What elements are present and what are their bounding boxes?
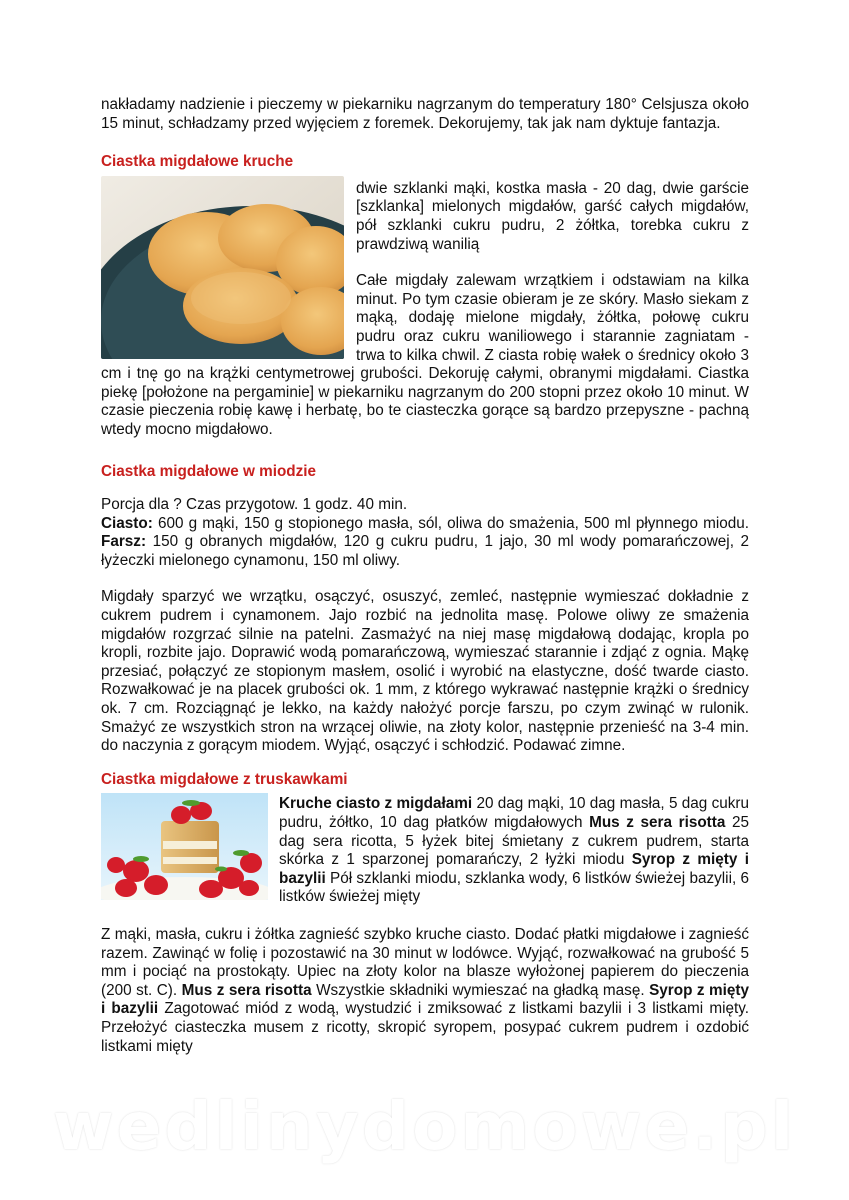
document-page	[101, 96, 749, 1056]
recipe-title: Ciastka migdałowe kruche	[101, 153, 294, 171]
intro-paragraph: nakładamy nadzienie i pieczemy w piekarniku nagrzanym do temperatury 180° Celsjusza około 15 minut, schładzamy przed wyjęciem z foremek. Dekorujemy, tak jak nam dyktuje fantazja.	[101, 96, 749, 132]
recipe-method: Migdały sparzyć we wrzątku, osączyć, osuszyć, zemleć, następnie wymieszać dokładnie z cukrem pudrem i cynamonem. Jajo rozbić na jednolita masę. Polowe oliwy ze smażenia migdałów rozgrzać silnie na patelni. Zasmażyć na niej masę migdałową dodając, kropla po kropli, rozbite jajo. Doprawić wodą pomarańczową, wymieszać starannie i zdjąć z ognia. Mąkę przesiać, połączyć ze stopionym masłem, osolić i wyrobić na elastyczne, dość twarde ciasto. Rozwałkować je na placek grubości ok. 1 mm, z którego wykrawać następnie krążki o średnicy ok. 7 cm. Rozciągnąć je lekko, na każdy nałożyć porcje farszu, po czym zwinąć w rulonik. Smażyć ze wszystkich stron na wrzącej oliwie, na złoty kolor, następnie przenieść na 3-4 min. do naczynia z gorącym miodem. Wyjąć, osączyć i schłodzić. Podawać zimne.	[101, 588, 749, 755]
recipe-method: Z mąki, masła, cukru i żółtka zagnieść szybko kruche ciasto. Dodać płatki migdałowe i zagnieść razem. Zawinąć w folię i pozostawić na 30 minut w lodówce. Wyjąć, rozwałkować na grubość 5 mm i pociąć na prostokąty. Upiec na złoty kolor na blasze wyłożonej papierem do pieczenia (200 st. C). Mus z sera risotta Wszystkie składniki wymieszać na gładką masę. Syrop z mięty i bazylii Zagotować miód z wodą, wystudzić i zmiksować z listkami bazylii i 3 listkami mięty. Przełożyć ciasteczka musem z ricotty, skropić syropem, posypać cukrem pudrem i ozdobić listkami mięty	[101, 925, 750, 1055]
site-watermark: wedlinydomowe.pl	[52, 1088, 797, 1165]
almond-cookies-photo	[101, 176, 344, 359]
strawberry-dessert-photo	[101, 793, 268, 900]
recipe-title: Ciastka migdałowe w miodzie	[101, 462, 317, 480]
recipe-ingredients: Ciasto: 600 g mąki, 150 g stopionego masła, sól, oliwa do smażenia, 500 ml płynnego miodu. Farsz: 150 g obranych migdałów, 120 g cukru pudru, 1 jajo, 30 ml wody pomarańczowej, 2 łyżeczki mielonego cynamonu, 150 ml oliwy.	[101, 514, 749, 569]
recipe-portion: Porcja dla ? Czas przygotow. 1 godz. 40 min.	[101, 496, 408, 514]
recipe-method: Całe migdały zalewam wrzątkiem i odstawiam na kilka minut. Po tym czasie obieram je ze skóry. Masło siekam z mąką, dodaję mielone migdały, żółtka, połowę cukru pudru oraz cukru waniliowego i starannie zagniatam - trwa to kilka chwil. Z ciasta robię wałek o średnicy około 3 cm i tnę go na krążki centymetrowej grubości. Dekoruję całymi, obranymi migdałami. Ciastka piekę [położone na pergaminie] w piekarniku nagrzanym do 200 stopni przez około 10 minut. W czasie pieczenia robię kawę i herbatę, bo te ciasteczka gorące są bardzo przepyszne - pachną wtedy mocno migdałowo.	[101, 272, 749, 438]
recipe-title: Ciastka migdałowe z truskawkami	[101, 770, 348, 788]
recipe-ingredients: Kruche ciasto z migdałami 20 dag mąki, 10 dag masła, 5 dag cukru pudru, żółtko, 10 dag płatków migdałowych Mus z sera risotta 25 dag sera ricotta, 5 łyżek bitej śmietany z cukrem pudrem, starta skórka z 1 sparzonej pomarańczy, 2 łyżki miodu Syrop z mięty i bazylii Pół szklanki miodu, szklanka wody, 6 listków świeżej bazylii, 6 listków świeżej mięty	[279, 795, 749, 906]
recipe-ingredients: dwie szklanki mąki, kostka masła - 20 dag, dwie garście [szklanka] mielonych migdałów, garść całych migdałów, pół szklanki cukru pudru, 2 żółtka, torebka cukru z prawdziwą wanilią	[356, 179, 749, 253]
